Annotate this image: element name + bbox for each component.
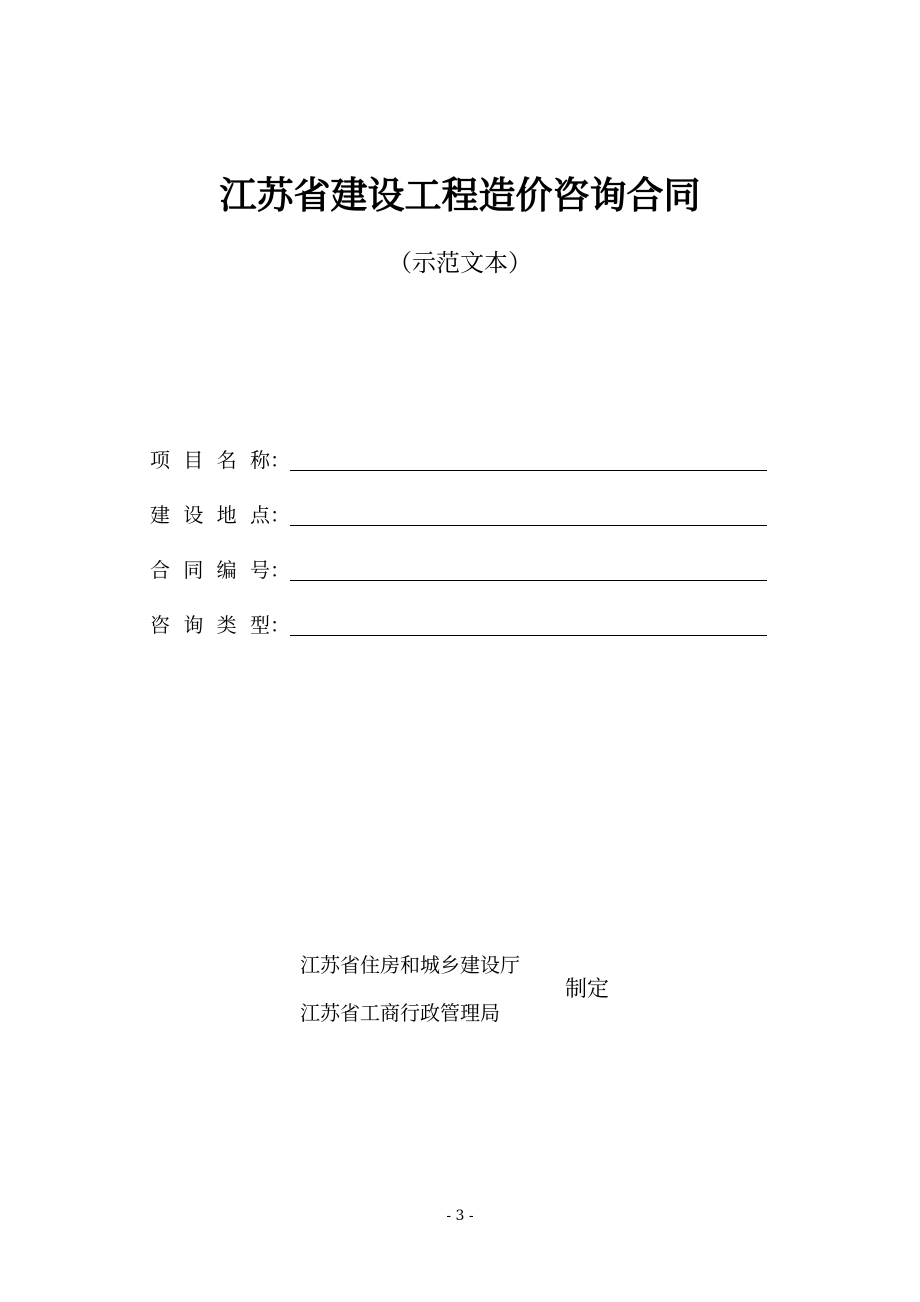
label-char: 号： [249,558,290,582]
field-label [150,554,290,587]
made-by-label: 制定 [565,977,610,1002]
label-char: 点： [249,503,290,527]
field-label [150,609,290,642]
label-char: 编 [216,558,237,582]
label-char: 同 [183,558,204,582]
label-char: 设 [183,503,204,527]
label-char: 称： [249,448,290,472]
label-char: 型： [249,613,290,637]
contract-number-blank[interactable] [290,554,767,581]
document-subtitle: （示范文本） [388,249,532,277]
field-row-construction-site [150,477,770,532]
construction-site-blank[interactable] [290,499,767,526]
label-char: 项 [150,448,170,472]
label-char: 名 [216,448,237,472]
project-name-blank[interactable] [290,444,767,471]
issuing-authorities [300,950,520,1046]
consulting-type-blank[interactable] [290,609,767,636]
label-char: 建 [150,503,170,527]
field-row-consulting-type [150,587,770,642]
document-title: 江苏省建设工程造价咨询合同 [219,174,701,217]
label-char: 类 [216,613,237,637]
cover-fields [150,422,770,642]
page-number: - 3 - [446,1208,474,1224]
field-label [150,444,290,477]
label-char: 目 [183,448,204,472]
field-row-contract-number [150,532,770,587]
field-row-project-name [150,422,770,477]
issuer-housing-department: 江苏省住房和城乡建设厅 [300,953,520,977]
label-char: 合 [150,558,170,582]
label-char: 地 [216,503,237,527]
label-char: 咨 [150,613,170,637]
label-char: 询 [183,613,204,637]
field-label [150,499,290,532]
issuer-commerce-bureau: 江苏省工商行政管理局 [300,1001,500,1025]
